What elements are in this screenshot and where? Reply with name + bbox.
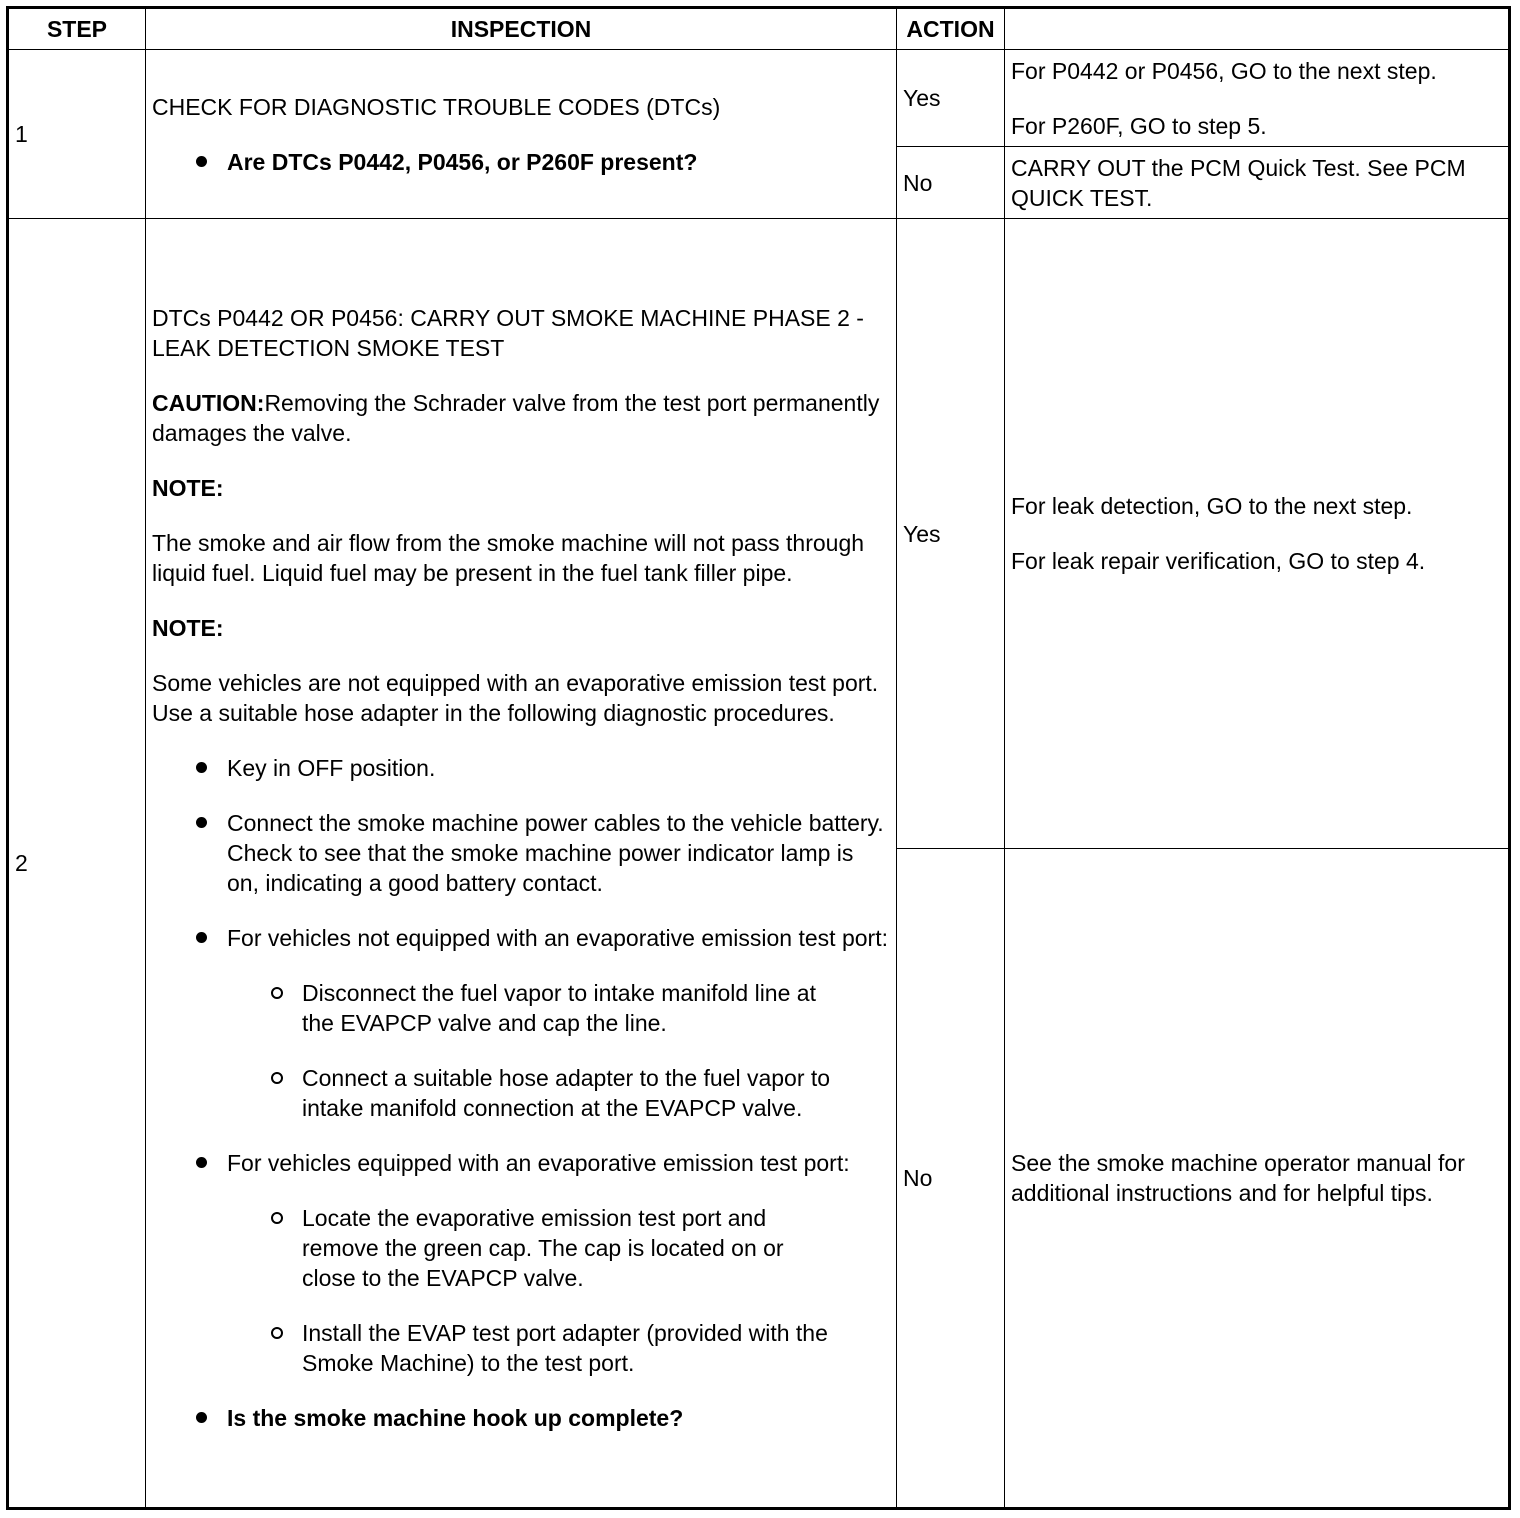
- equipped-subbullets: [152, 1203, 890, 1378]
- bullet-key-off: Key in OFF position.: [152, 753, 890, 783]
- step2-question: Is the smoke machine hook up complete?: [152, 1403, 890, 1433]
- step1-no-result: CARRY OUT the PCM Quick Test. See PCM QUICK TEST.: [1005, 147, 1510, 219]
- note2-text: Some vehicles are not equipped with an evaporative emission test port. Use a suitable hose adapter in the following diagnostic procedures.: [152, 669, 879, 726]
- bullet-equipped: For vehicles equipped with an evaporative emission test port:: [152, 1148, 890, 1178]
- bullet-not-equipped: [152, 923, 890, 953]
- step1-yes-result-1: For P0442 or P0456, GO to the next step.: [1011, 57, 1437, 84]
- step2-yes-row: [8, 219, 1510, 849]
- not-equipped-subbullets: [152, 978, 890, 1123]
- step1-title: CHECK FOR DIAGNOSTIC TROUBLE CODES (DTCs): [152, 93, 721, 120]
- step1-yes-row: [8, 50, 1510, 147]
- caution-text: Removing the Schrader valve from the test port permanently damages the valve.: [152, 389, 880, 446]
- step2-caution: [152, 388, 890, 448]
- header-result: [1005, 8, 1510, 50]
- step2-title: DTCs P0442 OR P0456: CARRY OUT SMOKE MACHINE PHASE 2 - LEAK DETECTION SMOKE TEST: [152, 304, 864, 361]
- bullet-connect-power: Connect the smoke machine power cables to the vehicle battery. Check to see that the smoke machine power indicator lamp is on, indicating a good battery contact.: [152, 808, 890, 898]
- sub-disconnect: Disconnect the fuel vapor to intake manifold line at the EVAPCP valve and cap the line.: [152, 978, 842, 1038]
- step2-bullets-equipped: [152, 1148, 890, 1178]
- diagnostic-table-container: [6, 6, 1508, 1510]
- step2-yes-result-2: For leak repair verification, GO to step 4.: [1011, 548, 1426, 574]
- step2-question-list: [152, 1403, 890, 1433]
- bullet-not-equipped-text: For vehicles not equipped with an evaporative emission test port:: [227, 924, 888, 951]
- step1-yes-label: Yes: [897, 50, 1005, 147]
- sub-locate: Locate the evaporative emission test port and remove the green cap. The cap is located on or close to the EVAPCP valve.: [152, 1203, 842, 1293]
- header-action: ACTION: [897, 8, 1005, 50]
- step2-no-result: See the smoke machine operator manual for additional instructions and for helpful tips.: [1005, 849, 1510, 1509]
- header-step: STEP: [8, 8, 146, 50]
- step2-yes-result-1: For leak detection, GO to the next step.: [1011, 493, 1413, 519]
- step1-bullets: [152, 147, 890, 177]
- step2-no-label: No: [897, 849, 1005, 1509]
- header-inspection: INSPECTION: [146, 8, 897, 50]
- note2-label: NOTE:: [152, 614, 224, 641]
- step1-yes-result: [1005, 50, 1510, 147]
- note1-text: The smoke and air flow from the smoke machine will not pass through liquid fuel. Liquid fuel may be present in the fuel tank filler pipe.: [152, 529, 865, 586]
- note1-label: NOTE:: [152, 474, 224, 501]
- step1-question: Are DTCs P0442, P0456, or P260F present?: [152, 147, 890, 177]
- sub-install: Install the EVAP test port adapter (provided with the Smoke Machine) to the test port.: [152, 1318, 842, 1378]
- step1-number: 1: [8, 50, 146, 219]
- diagnostic-table: [6, 6, 1511, 1510]
- step2-yes-label: Yes: [897, 219, 1005, 849]
- step1-yes-result-2: For P260F, GO to step 5.: [1011, 112, 1267, 139]
- step2-inspection: [146, 219, 897, 1509]
- step1-no-label: No: [897, 147, 1005, 219]
- step2-yes-result: [1005, 219, 1510, 849]
- caution-label: CAUTION:: [152, 389, 265, 416]
- step2-number: 2: [8, 219, 146, 1509]
- step2-bullets: [152, 753, 890, 953]
- step1-inspection: [146, 50, 897, 219]
- sub-connect-adapter: Connect a suitable hose adapter to the fuel vapor to intake manifold connection at the EVAPCP valve.: [152, 1063, 842, 1123]
- header-row: [8, 8, 1510, 50]
